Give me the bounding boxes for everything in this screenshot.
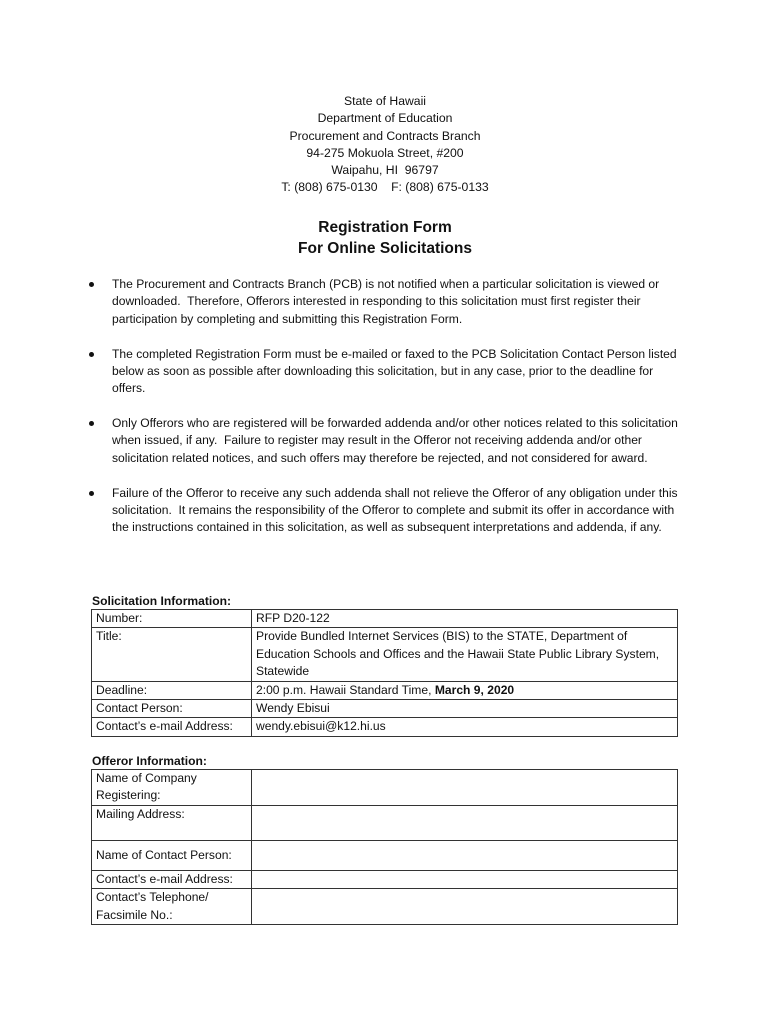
list-item-text: Failure of the Offeror to receive any such addenda shall not relieve the Offeror of any obligation under this solicitation. It remains the responsibility of the Offeror to complete and submit its offer in accordance with the instructions contained in this solicitation, as well as subsequent interpretations and addenda, if any. — [112, 485, 681, 535]
table-row — [92, 681, 678, 699]
form-title-line2: For Online Solicitations — [298, 240, 472, 257]
offeror-heading: Offeror Information: — [92, 754, 207, 768]
deadline-time: 2:00 p.m. Hawaii Standard Time, — [256, 682, 435, 697]
deadline-label: Deadline: — [92, 681, 252, 699]
title-value: Provide Bundled Internet Services (BIS) to the STATE, Department of Education Schools and Offices and the Hawaii State Public Library System, Statewide — [252, 628, 678, 681]
form-title — [0, 217, 770, 259]
agency-header — [0, 93, 770, 197]
title-label: Title: — [92, 628, 252, 681]
list-item-text: The Procurement and Contracts Branch (PCB) is not notified when a particular solicitation is viewed or downloaded. Therefore, Offerors interested in responding to this solicitation must first register their participation by completing and submitting this Registration Form. — [112, 277, 663, 326]
bullet-icon — [89, 352, 94, 357]
contact-email-label: Contact’s e-mail Address: — [92, 718, 252, 736]
table-row — [92, 610, 678, 628]
header-state: State of Hawaii — [344, 94, 426, 108]
instructions-list — [87, 276, 687, 554]
contact-person-label — [92, 840, 252, 870]
table-row — [92, 718, 678, 736]
number-label: Number: — [92, 610, 252, 628]
header-city: Waipahu, HI 96797 — [331, 163, 439, 178]
table-row — [92, 840, 678, 870]
contact-email-label: Contact’s e-mail Address: — [92, 870, 252, 888]
list-item — [87, 276, 687, 328]
table-row — [92, 805, 678, 840]
header-department: Department of Education — [317, 111, 453, 126]
contact-person-field[interactable] — [252, 840, 678, 870]
contact-person-value: Wendy Ebisui — [252, 700, 678, 718]
form-title-line1: Registration Form — [318, 219, 452, 236]
table-row — [92, 700, 678, 718]
deadline-value — [252, 681, 678, 699]
list-item-text: The completed Registration Form must be e-mailed or faxed to the PCB Solicitation Contact Person listed below as soon as possible after downloading this solicitation, but in any case, prior to the deadline for offers. — [112, 346, 677, 396]
company-name-label: Name of Company Registering: — [92, 770, 252, 806]
bullet-icon — [89, 421, 94, 426]
phone-fax-field[interactable] — [252, 889, 678, 925]
bullet-icon — [89, 491, 94, 496]
header-phone-fax: T: (808) 675-0130 F: (808) 675-0133 — [281, 180, 489, 195]
header-branch: Procurement and Contracts Branch — [289, 128, 481, 143]
mailing-address-label: Mailing Address: — [92, 805, 252, 840]
table-row — [92, 628, 678, 681]
solicitation-heading: Solicitation Information: — [92, 594, 232, 608]
table-row — [92, 870, 678, 888]
contact-person-label: Contact Person: — [92, 700, 252, 718]
phone-fax-label: Contact’s Telephone/ Facsimile No.: — [92, 889, 252, 925]
list-item-text: Only Offerors who are registered will be forwarded addenda and/or other notices related to this solicitation when issued, if any. Failure to register may result in the Offeror not receiving addenda and/or other solicitation related notices, and such offers may therefore be rejected, and not considered for award. — [112, 416, 682, 465]
list-item — [87, 346, 687, 398]
offeror-table — [91, 769, 678, 925]
contact-email-value: wendy.ebisui@k12.hi.us — [252, 718, 678, 736]
table-row — [92, 889, 678, 925]
company-name-field[interactable] — [252, 770, 678, 806]
list-item — [87, 415, 687, 467]
contact-email-field[interactable] — [252, 870, 678, 888]
list-item — [87, 485, 687, 537]
number-value: RFP D20-122 — [252, 610, 678, 628]
table-row — [92, 770, 678, 806]
contact-person-label-text: Name of Contact Person: — [96, 847, 232, 862]
mailing-address-field[interactable] — [252, 805, 678, 840]
solicitation-table — [91, 609, 678, 737]
header-street: 94-275 Mokuola Street, #200 — [306, 145, 464, 160]
bullet-icon — [89, 282, 94, 287]
deadline-date: March 9, 2020 — [434, 682, 515, 697]
